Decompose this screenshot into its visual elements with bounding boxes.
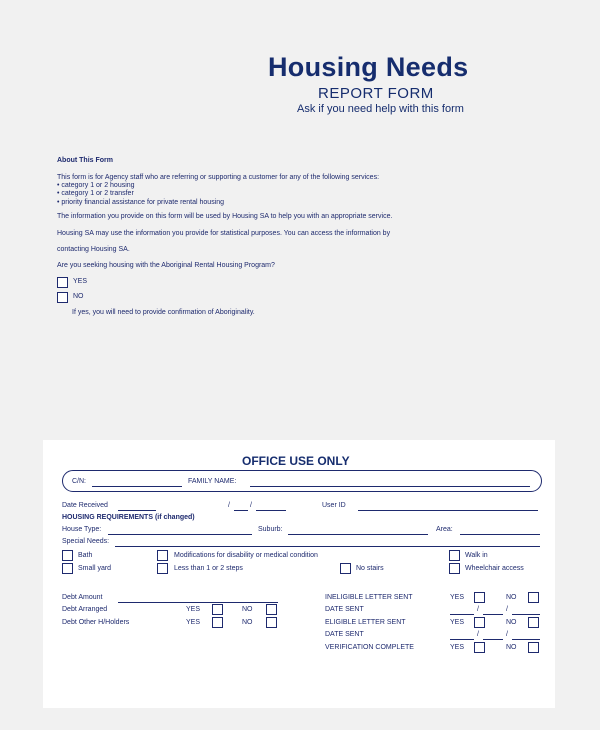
debt-amount-input[interactable] xyxy=(118,602,278,603)
no-label: NO xyxy=(242,619,253,626)
date-sent-input[interactable] xyxy=(512,614,540,615)
date-sent-input[interactable] xyxy=(483,614,503,615)
info-text: Housing SA may use the information you provide for statistical purposes. You can access the information by xyxy=(57,230,391,237)
page-title: Housing Needs xyxy=(268,52,469,82)
date-sent-input[interactable] xyxy=(483,639,503,640)
modifications-checkbox[interactable] xyxy=(157,550,168,561)
yes-checkbox[interactable] xyxy=(57,277,68,288)
debt-arranged-label: Debt Arranged xyxy=(62,606,108,613)
office-title: OFFICE USE ONLY xyxy=(242,454,350,468)
yes-label: YES xyxy=(186,606,201,613)
bullet-item: • category 1 or 2 housing xyxy=(57,182,135,189)
wheelchair-label: Wheelchair access xyxy=(465,565,524,572)
date-slash-icon: / xyxy=(477,606,479,613)
eligible-no-checkbox[interactable] xyxy=(528,617,539,628)
no-label: NO xyxy=(73,293,84,300)
suburb-label: Suburb: xyxy=(258,526,283,533)
special-needs-input[interactable] xyxy=(115,546,540,547)
housing-requirements-heading: HOUSING REQUIREMENTS (if changed) xyxy=(62,514,195,521)
aboriginality-note: If yes, you will need to provide confirmation of Aboriginality. xyxy=(72,309,255,316)
cn-label: C/N: xyxy=(72,478,86,485)
less-than-steps-label: Less than 1 or 2 steps xyxy=(174,565,243,572)
walk-in-checkbox[interactable] xyxy=(449,550,460,561)
date-sent-label: DATE SENT xyxy=(325,606,364,613)
aboriginal-question: Are you seeking housing with the Aboriginal Rental Housing Program? xyxy=(57,262,275,269)
cn-family-box xyxy=(62,470,542,492)
yes-label: YES xyxy=(186,619,201,626)
area-label: Area: xyxy=(436,526,453,533)
walk-in-label: Walk in xyxy=(465,552,488,559)
family-name-input[interactable] xyxy=(250,486,530,487)
debt-arranged-yes-checkbox[interactable] xyxy=(212,604,223,615)
ineligible-no-checkbox[interactable] xyxy=(528,592,539,603)
user-id-input[interactable] xyxy=(358,510,538,511)
date-slash-icon: / xyxy=(228,502,230,509)
small-yard-label: Small yard xyxy=(78,565,112,572)
debt-other-label: Debt Other H/Holders xyxy=(62,619,130,626)
eligible-yes-checkbox[interactable] xyxy=(474,617,485,628)
yes-label: YES xyxy=(450,619,465,626)
less-than-steps-checkbox[interactable] xyxy=(157,563,168,574)
about-heading: About This Form xyxy=(57,157,113,164)
help-tagline: Ask if you need help with this form xyxy=(297,103,464,115)
no-label: NO xyxy=(506,644,517,651)
date-sent-input[interactable] xyxy=(450,639,474,640)
date-sent-input[interactable] xyxy=(450,614,474,615)
bullet-item: • category 1 or 2 transfer xyxy=(57,190,134,197)
date-sent-input[interactable] xyxy=(512,639,540,640)
bath-checkbox[interactable] xyxy=(62,550,73,561)
date-slash-icon: / xyxy=(250,502,252,509)
no-label: NO xyxy=(506,619,517,626)
date-received-input[interactable] xyxy=(234,510,248,511)
no-label: NO xyxy=(506,594,517,601)
debt-arranged-no-checkbox[interactable] xyxy=(266,604,277,615)
yes-label: YES xyxy=(73,278,88,285)
verification-yes-checkbox[interactable] xyxy=(474,642,485,653)
date-received-input[interactable] xyxy=(118,510,156,511)
no-checkbox[interactable] xyxy=(57,292,68,303)
info-text: contacting Housing SA. xyxy=(57,246,130,253)
verification-label: VERIFICATION COMPLETE xyxy=(325,644,414,651)
date-received-label: Date Received xyxy=(62,502,108,509)
page-subtitle: REPORT FORM xyxy=(318,85,434,102)
info-text: The information you provide on this form will be used by Housing SA to help you with an appropriate service. xyxy=(57,213,393,220)
special-needs-label: Special Needs: xyxy=(62,538,110,545)
house-type-label: House Type: xyxy=(62,526,102,533)
no-stairs-checkbox[interactable] xyxy=(340,563,351,574)
date-slash-icon: / xyxy=(477,631,479,638)
date-received-input[interactable] xyxy=(256,510,286,511)
family-name-label: FAMILY NAME: xyxy=(188,478,237,485)
modifications-label: Modifications for disability or medical condition xyxy=(174,552,318,559)
user-id-label: User ID xyxy=(322,502,346,509)
ineligible-letter-label: INELIGIBLE LETTER SENT xyxy=(325,594,413,601)
wheelchair-checkbox[interactable] xyxy=(449,563,460,574)
small-yard-checkbox[interactable] xyxy=(62,563,73,574)
suburb-input[interactable] xyxy=(288,534,428,535)
no-stairs-label: No stairs xyxy=(356,565,384,572)
eligible-letter-label: ELIGIBLE LETTER SENT xyxy=(325,619,406,626)
yes-label: YES xyxy=(450,644,465,651)
bullet-item: • priority financial assistance for private rental housing xyxy=(57,199,225,206)
yes-label: YES xyxy=(450,594,465,601)
no-label: NO xyxy=(242,606,253,613)
debt-other-yes-checkbox[interactable] xyxy=(212,617,223,628)
debt-amount-label: Debt Amount xyxy=(62,594,103,601)
area-input[interactable] xyxy=(460,534,540,535)
date-slash-icon: / xyxy=(506,631,508,638)
debt-other-no-checkbox[interactable] xyxy=(266,617,277,628)
ineligible-yes-checkbox[interactable] xyxy=(474,592,485,603)
date-slash-icon: / xyxy=(506,606,508,613)
cn-input[interactable] xyxy=(92,486,182,487)
about-intro: This form is for Agency staff who are referring or supporting a customer for any of the following services: xyxy=(57,174,380,181)
verification-no-checkbox[interactable] xyxy=(528,642,539,653)
house-type-input[interactable] xyxy=(108,534,252,535)
bath-label: Bath xyxy=(78,552,93,559)
date-sent-label: DATE SENT xyxy=(325,631,364,638)
